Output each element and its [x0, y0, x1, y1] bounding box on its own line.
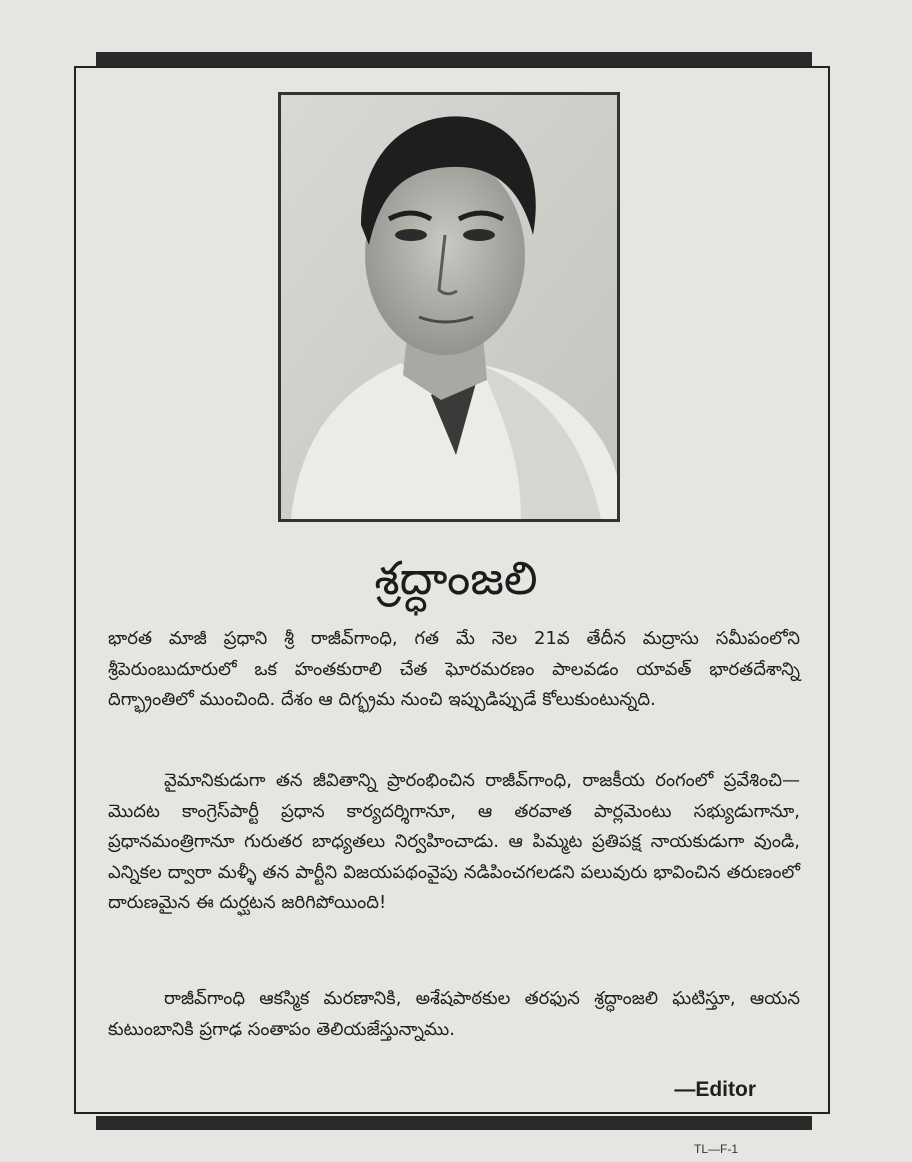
page-title: శ్రద్ధాంజలి: [374, 551, 538, 605]
paragraph-2: వైమానికుడుగా తన జీవితాన్ని ప్రారంభించిన రాజీవ్‌గాంధి, రాజకీయ రంగంలో ప్రవేశించి—మొదట కాంగ్రెస్‌పార్టీ ప్రధాన కార్యదర్శిగానూ, ఆ తరవాత పార్లమెంటు సభ్యుడుగానూ, ప్రధానమంత్రిగానూ గురుతర బాధ్యతలు నిర్వహించాడు. ఆ పిమ్మట ప్రతిపక్ష నాయకుడుగా వుండి, ఎన్నికల ద్వారా మళ్ళీ తన పార్టీని విజయపథంవైపు నడిపించగలడని పలువురు భావించిన తరుణంలో దారుణమైన ఈ దుర్ఘటన జరిగిపోయింది!: [108, 770, 800, 914]
bottom-rule: [96, 1116, 812, 1130]
paragraph-3: రాజీవ్‌గాంధి ఆకస్మిక మరణానికి, అశేషపాఠకుల తరఫున శ్రద్ధాంజలి ఘటిస్తూ, ఆయన కుటుంబానికి ప్రగాఢ సంతాపం తెలియజేస్తున్నాము.: [108, 988, 800, 1040]
editor-signature: —Editor: [674, 1078, 756, 1101]
page-code: TL—F-1: [694, 1142, 739, 1156]
paragraph-1: భారత మాజీ ప్రధాని శ్రీ రాజీవ్‌గాంధి, గత మే నెల 21వ తేదీన మద్రాసు సమీపంలోని శ్రీపెరుంబుదూరులో ఒక హంతకురాలి చేత ఘోరమరణం పాలవడం యావత్ భారతదేశాన్ని దిగ్భ్రాంతిలో ముంచింది. దేశం ఆ దిగ్భ్రమ నుంచి ఇప్పుడిప్పుడే కోలుకుంటున్నది.: [108, 628, 800, 711]
portrait-photo: [278, 92, 620, 522]
portrait-image: [281, 95, 617, 519]
top-rule: [96, 52, 812, 66]
